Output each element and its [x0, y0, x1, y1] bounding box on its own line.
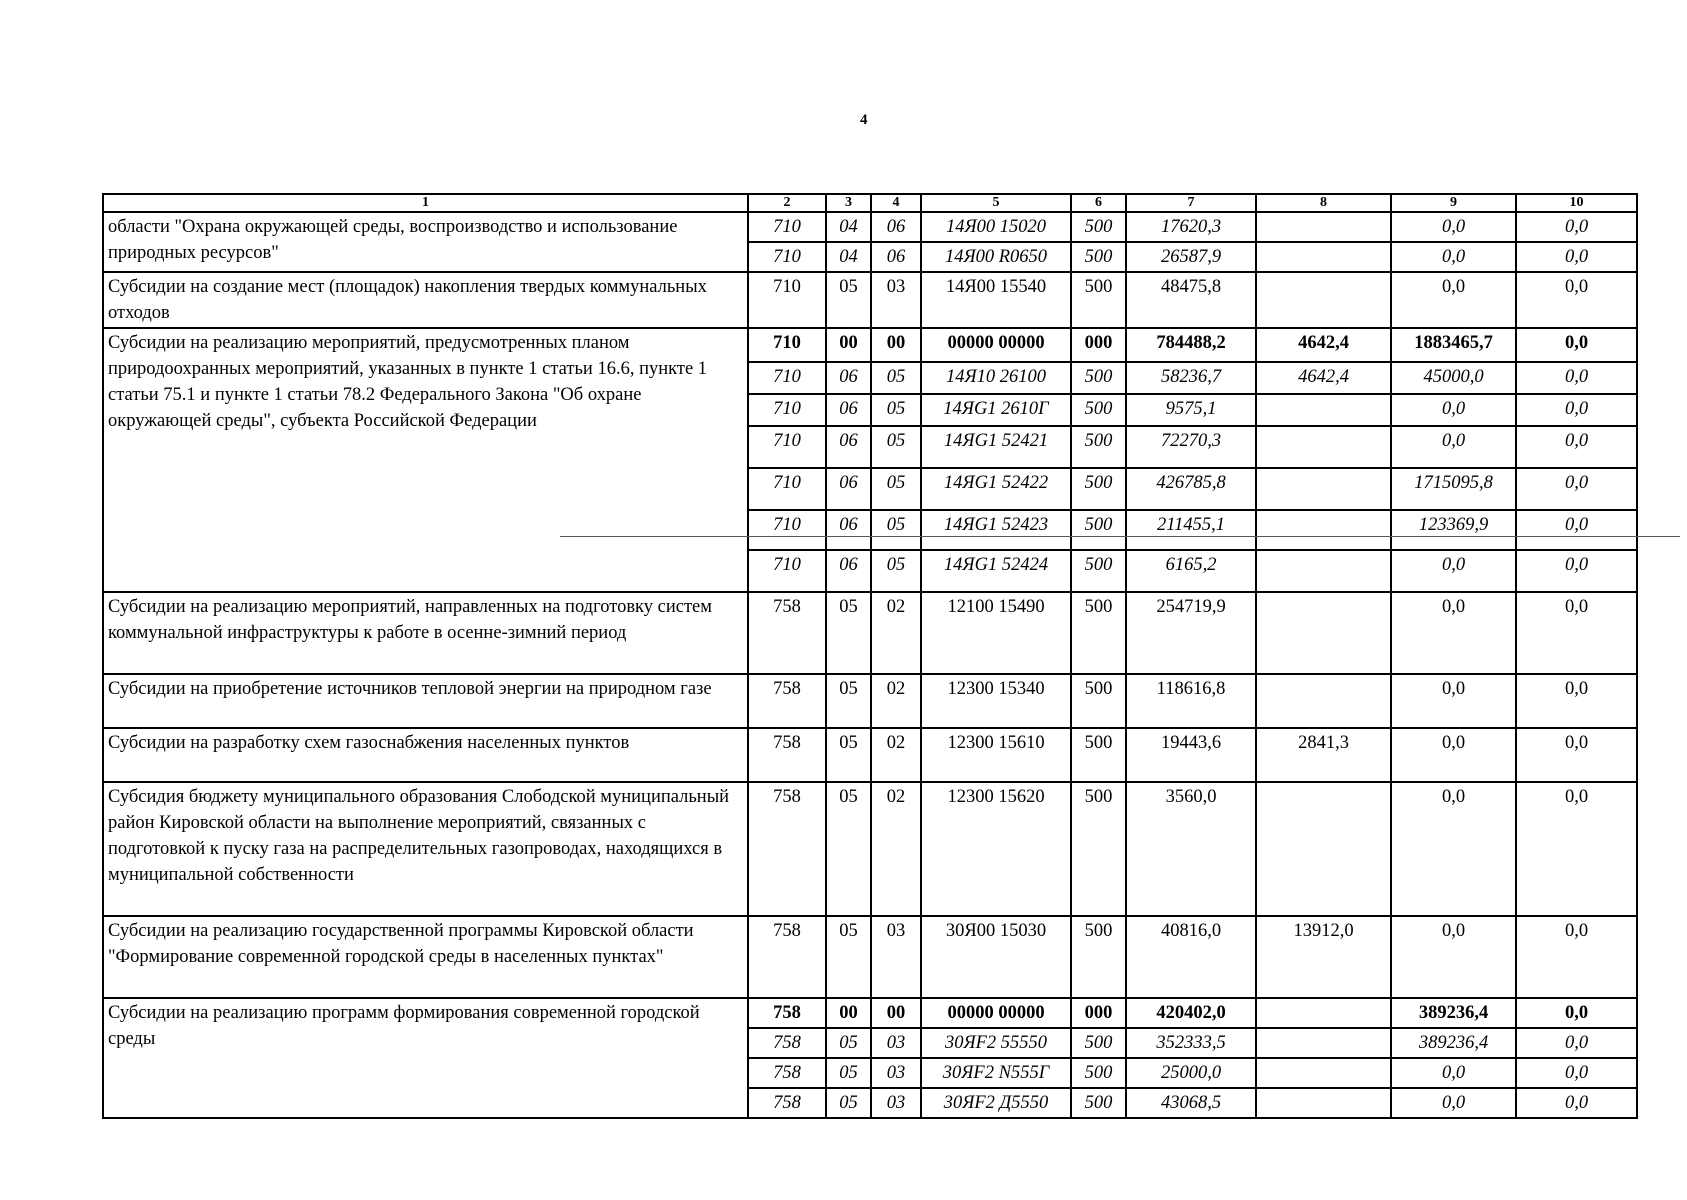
cell-col-6: 000 — [1071, 328, 1126, 362]
cell-col-3: 04 — [826, 212, 871, 242]
cell-col-4: 06 — [871, 212, 921, 242]
cell-col-5: 00000 00000 — [921, 328, 1071, 362]
cell-col-2: 758 — [748, 1028, 826, 1058]
cell-col-9: 0,0 — [1391, 782, 1516, 916]
column-header: 7 — [1126, 194, 1256, 212]
cell-col-2: 710 — [748, 550, 826, 592]
cell-col-8 — [1256, 212, 1391, 242]
cell-col-5: 14ЯG1 52422 — [921, 468, 1071, 510]
cell-col-6: 500 — [1071, 592, 1126, 674]
row-description: Субсидии на разработку схем газоснабжения населенных пунктов — [103, 728, 748, 782]
cell-col-10: 0,0 — [1516, 916, 1637, 998]
cell-col-10: 0,0 — [1516, 782, 1637, 916]
cell-col-3: 05 — [826, 1088, 871, 1118]
cell-col-6: 500 — [1071, 782, 1126, 916]
cell-col-4: 05 — [871, 362, 921, 394]
cell-col-2: 758 — [748, 674, 826, 728]
cell-col-9: 0,0 — [1391, 916, 1516, 998]
cell-col-10: 0,0 — [1516, 1058, 1637, 1088]
cell-col-4: 03 — [871, 1028, 921, 1058]
cell-col-8: 4642,4 — [1256, 328, 1391, 362]
cell-col-6: 500 — [1071, 1088, 1126, 1118]
cell-col-10: 0,0 — [1516, 362, 1637, 394]
budget-table — [102, 193, 1638, 1119]
row-description: Субсидии на реализацию мероприятий, предусмотренных планом природоохранных мероприятий, указанных в пункте 1 статьи 16.6, пункте 1 статьи 75.1 и пункте 1 статьи 78.2 Федерального Закона "Об охране окружающей среды", субъекта Российской Федерации — [103, 328, 748, 592]
cell-col-5: 14ЯG1 2610Г — [921, 394, 1071, 426]
cell-col-9: 0,0 — [1391, 272, 1516, 328]
cell-col-8 — [1256, 1088, 1391, 1118]
cell-col-7: 43068,5 — [1126, 1088, 1256, 1118]
page-number: 4 — [860, 112, 868, 128]
cell-col-3: 05 — [826, 782, 871, 916]
cell-col-6: 500 — [1071, 916, 1126, 998]
cell-col-9: 1883465,7 — [1391, 328, 1516, 362]
column-header: 5 — [921, 194, 1071, 212]
cell-col-9: 0,0 — [1391, 550, 1516, 592]
column-header: 6 — [1071, 194, 1126, 212]
cell-col-9: 0,0 — [1391, 1088, 1516, 1118]
cell-col-3: 05 — [826, 1028, 871, 1058]
cell-col-8 — [1256, 1058, 1391, 1088]
cell-col-9: 1715095,8 — [1391, 468, 1516, 510]
cell-col-4: 03 — [871, 916, 921, 998]
table-row — [103, 328, 1637, 362]
cell-col-9: 0,0 — [1391, 674, 1516, 728]
cell-col-6: 500 — [1071, 510, 1126, 550]
cell-col-7: 9575,1 — [1126, 394, 1256, 426]
cell-col-10: 0,0 — [1516, 1088, 1637, 1118]
cell-col-7: 48475,8 — [1126, 272, 1256, 328]
cell-col-3: 04 — [826, 242, 871, 272]
cell-col-3: 05 — [826, 728, 871, 782]
cell-col-8 — [1256, 1028, 1391, 1058]
column-header: 3 — [826, 194, 871, 212]
cell-col-6: 500 — [1071, 426, 1126, 468]
row-description: Субсидии на приобретение источников тепловой энергии на природном газе — [103, 674, 748, 728]
cell-col-5: 12300 15340 — [921, 674, 1071, 728]
cell-col-10: 0,0 — [1516, 1028, 1637, 1058]
scan-artifact-line — [560, 536, 1680, 537]
cell-col-5: 12300 15620 — [921, 782, 1071, 916]
cell-col-7: 17620,3 — [1126, 212, 1256, 242]
cell-col-6: 500 — [1071, 674, 1126, 728]
table-row — [103, 916, 1637, 998]
cell-col-5: 14Я00 15540 — [921, 272, 1071, 328]
row-description: Субсидии на создание мест (площадок) накопления твердых коммунальных отходов — [103, 272, 748, 328]
column-header: 8 — [1256, 194, 1391, 212]
cell-col-9: 0,0 — [1391, 728, 1516, 782]
cell-col-5: 30ЯF2 55550 — [921, 1028, 1071, 1058]
column-header: 9 — [1391, 194, 1516, 212]
cell-col-5: 30ЯF2 Д5550 — [921, 1088, 1071, 1118]
table-row — [103, 592, 1637, 674]
cell-col-8: 13912,0 — [1256, 916, 1391, 998]
cell-col-4: 02 — [871, 674, 921, 728]
cell-col-2: 758 — [748, 782, 826, 916]
cell-col-2: 758 — [748, 728, 826, 782]
cell-col-5: 00000 00000 — [921, 998, 1071, 1028]
cell-col-8: 4642,4 — [1256, 362, 1391, 394]
cell-col-8 — [1256, 550, 1391, 592]
cell-col-10: 0,0 — [1516, 212, 1637, 242]
cell-col-4: 05 — [871, 510, 921, 550]
cell-col-2: 758 — [748, 592, 826, 674]
cell-col-9: 389236,4 — [1391, 998, 1516, 1028]
cell-col-8 — [1256, 242, 1391, 272]
cell-col-3: 05 — [826, 1058, 871, 1088]
cell-col-2: 758 — [748, 1058, 826, 1088]
cell-col-4: 05 — [871, 394, 921, 426]
cell-col-7: 784488,2 — [1126, 328, 1256, 362]
cell-col-3: 06 — [826, 394, 871, 426]
cell-col-9: 0,0 — [1391, 394, 1516, 426]
row-description: Субсидии на реализацию государственной программы Кировской области "Формирование современной городской среды в населенных пунктах" — [103, 916, 748, 998]
cell-col-4: 03 — [871, 1088, 921, 1118]
cell-col-2: 710 — [748, 328, 826, 362]
cell-col-3: 06 — [826, 362, 871, 394]
cell-col-2: 710 — [748, 362, 826, 394]
cell-col-8 — [1256, 592, 1391, 674]
cell-col-7: 352333,5 — [1126, 1028, 1256, 1058]
column-header: 1 — [103, 194, 748, 212]
cell-col-7: 420402,0 — [1126, 998, 1256, 1028]
table-row — [103, 728, 1637, 782]
cell-col-2: 710 — [748, 212, 826, 242]
row-description: Субсидии на реализацию программ формирования современной городской среды — [103, 998, 748, 1118]
column-header: 10 — [1516, 194, 1637, 212]
cell-col-8 — [1256, 674, 1391, 728]
cell-col-9: 0,0 — [1391, 242, 1516, 272]
cell-col-4: 05 — [871, 426, 921, 468]
cell-col-5: 14Я00 R0650 — [921, 242, 1071, 272]
cell-col-10: 0,0 — [1516, 998, 1637, 1028]
cell-col-9: 123369,9 — [1391, 510, 1516, 550]
cell-col-2: 710 — [748, 510, 826, 550]
row-description: Субсидия бюджету муниципального образования Слободской муниципальный район Кировской области на выполнение мероприятий, связанных с подготовкой к пуску газа на распределительных газопроводах, находящихся в муниципальной собственности — [103, 782, 748, 916]
cell-col-7: 26587,9 — [1126, 242, 1256, 272]
cell-col-9: 45000,0 — [1391, 362, 1516, 394]
cell-col-10: 0,0 — [1516, 272, 1637, 328]
row-description: области "Охрана окружающей среды, воспроизводство и использование природных ресурсов" — [103, 212, 748, 272]
column-number-row — [103, 194, 1637, 212]
cell-col-9: 389236,4 — [1391, 1028, 1516, 1058]
column-header: 4 — [871, 194, 921, 212]
cell-col-2: 710 — [748, 468, 826, 510]
cell-col-4: 02 — [871, 782, 921, 916]
cell-col-3: 05 — [826, 272, 871, 328]
table-row — [103, 212, 1637, 242]
cell-col-7: 58236,7 — [1126, 362, 1256, 394]
cell-col-7: 72270,3 — [1126, 426, 1256, 468]
cell-col-10: 0,0 — [1516, 550, 1637, 592]
cell-col-7: 118616,8 — [1126, 674, 1256, 728]
cell-col-4: 02 — [871, 728, 921, 782]
cell-col-8 — [1256, 510, 1391, 550]
cell-col-7: 19443,6 — [1126, 728, 1256, 782]
cell-col-10: 0,0 — [1516, 592, 1637, 674]
cell-col-7: 3560,0 — [1126, 782, 1256, 916]
cell-col-6: 500 — [1071, 394, 1126, 426]
cell-col-7: 25000,0 — [1126, 1058, 1256, 1088]
cell-col-4: 00 — [871, 998, 921, 1028]
cell-col-7: 426785,8 — [1126, 468, 1256, 510]
cell-col-9: 0,0 — [1391, 592, 1516, 674]
table-row — [103, 998, 1637, 1028]
cell-col-6: 500 — [1071, 550, 1126, 592]
cell-col-7: 254719,9 — [1126, 592, 1256, 674]
cell-col-3: 06 — [826, 510, 871, 550]
cell-col-4: 06 — [871, 242, 921, 272]
cell-col-5: 14Я10 26100 — [921, 362, 1071, 394]
table-row — [103, 674, 1637, 728]
cell-col-6: 500 — [1071, 1028, 1126, 1058]
cell-col-2: 758 — [748, 998, 826, 1028]
cell-col-5: 30ЯF2 N555Г — [921, 1058, 1071, 1088]
cell-col-6: 500 — [1071, 272, 1126, 328]
cell-col-6: 500 — [1071, 242, 1126, 272]
table-row — [103, 782, 1637, 916]
cell-col-5: 30Я00 15030 — [921, 916, 1071, 998]
cell-col-3: 06 — [826, 426, 871, 468]
cell-col-10: 0,0 — [1516, 510, 1637, 550]
cell-col-6: 500 — [1071, 468, 1126, 510]
cell-col-2: 758 — [748, 916, 826, 998]
cell-col-6: 500 — [1071, 1058, 1126, 1088]
cell-col-5: 14ЯG1 52424 — [921, 550, 1071, 592]
row-description: Субсидии на реализацию мероприятий, направленных на подготовку систем коммунальной инфраструктуры к работе в осенне-зимний период — [103, 592, 748, 674]
cell-col-4: 03 — [871, 272, 921, 328]
cell-col-3: 05 — [826, 674, 871, 728]
cell-col-10: 0,0 — [1516, 674, 1637, 728]
cell-col-8 — [1256, 272, 1391, 328]
cell-col-5: 12100 15490 — [921, 592, 1071, 674]
cell-col-8 — [1256, 998, 1391, 1028]
cell-col-5: 12300 15610 — [921, 728, 1071, 782]
cell-col-3: 05 — [826, 916, 871, 998]
cell-col-6: 500 — [1071, 212, 1126, 242]
cell-col-7: 6165,2 — [1126, 550, 1256, 592]
cell-col-5: 14Я00 15020 — [921, 212, 1071, 242]
column-header: 2 — [748, 194, 826, 212]
cell-col-5: 14ЯG1 52423 — [921, 510, 1071, 550]
cell-col-9: 0,0 — [1391, 1058, 1516, 1088]
cell-col-7: 40816,0 — [1126, 916, 1256, 998]
cell-col-2: 758 — [748, 1088, 826, 1118]
cell-col-10: 0,0 — [1516, 242, 1637, 272]
cell-col-2: 710 — [748, 272, 826, 328]
cell-col-4: 05 — [871, 468, 921, 510]
cell-col-8 — [1256, 468, 1391, 510]
table-row — [103, 272, 1637, 328]
cell-col-3: 00 — [826, 328, 871, 362]
cell-col-3: 06 — [826, 550, 871, 592]
cell-col-2: 710 — [748, 394, 826, 426]
cell-col-8 — [1256, 426, 1391, 468]
cell-col-8: 2841,3 — [1256, 728, 1391, 782]
cell-col-8 — [1256, 782, 1391, 916]
cell-col-10: 0,0 — [1516, 728, 1637, 782]
cell-col-4: 00 — [871, 328, 921, 362]
cell-col-3: 05 — [826, 592, 871, 674]
cell-col-5: 14ЯG1 52421 — [921, 426, 1071, 468]
cell-col-3: 00 — [826, 998, 871, 1028]
cell-col-10: 0,0 — [1516, 394, 1637, 426]
cell-col-4: 05 — [871, 550, 921, 592]
cell-col-10: 0,0 — [1516, 468, 1637, 510]
cell-col-2: 710 — [748, 242, 826, 272]
cell-col-7: 211455,1 — [1126, 510, 1256, 550]
cell-col-6: 500 — [1071, 728, 1126, 782]
cell-col-4: 02 — [871, 592, 921, 674]
cell-col-10: 0,0 — [1516, 328, 1637, 362]
cell-col-2: 710 — [748, 426, 826, 468]
cell-col-8 — [1256, 394, 1391, 426]
cell-col-6: 000 — [1071, 998, 1126, 1028]
cell-col-3: 06 — [826, 468, 871, 510]
cell-col-6: 500 — [1071, 362, 1126, 394]
cell-col-4: 03 — [871, 1058, 921, 1088]
cell-col-9: 0,0 — [1391, 212, 1516, 242]
cell-col-9: 0,0 — [1391, 426, 1516, 468]
cell-col-10: 0,0 — [1516, 426, 1637, 468]
